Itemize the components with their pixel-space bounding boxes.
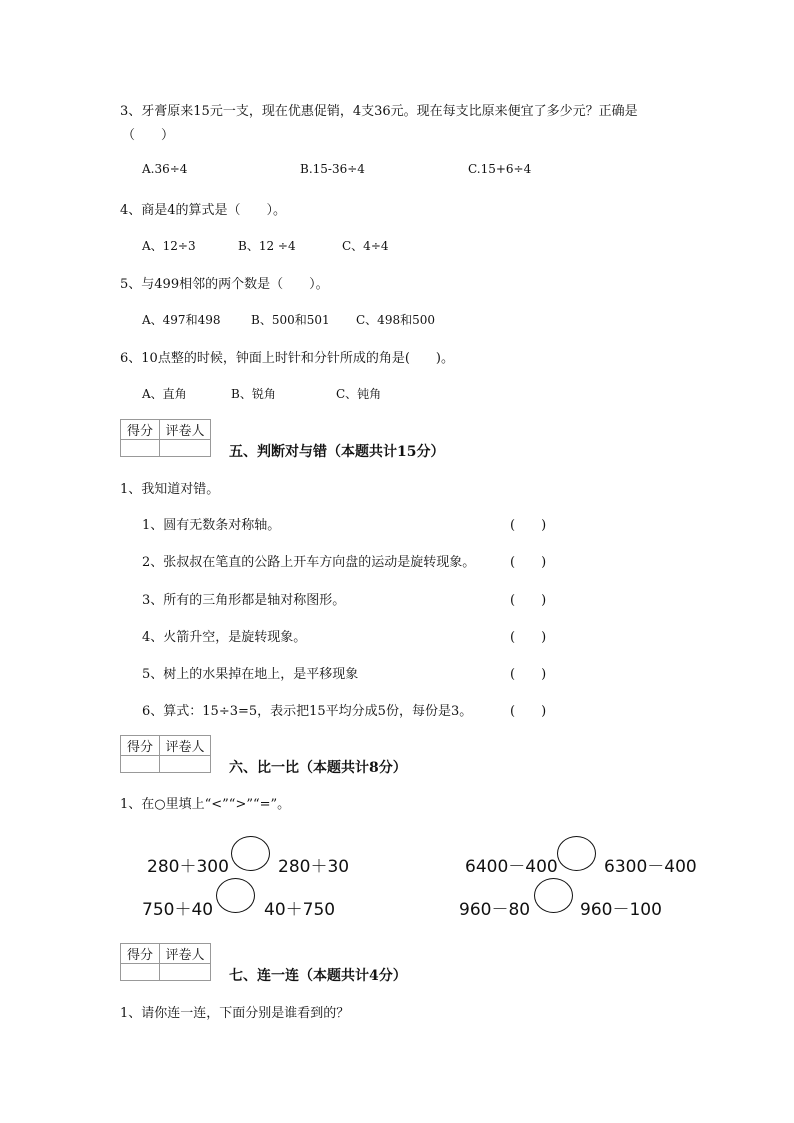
question-6-option-b: B、锐角 [231, 387, 276, 401]
section-6-title: 六、比一比（本题共计8分） [229, 760, 407, 776]
score-label: 得分 [121, 420, 160, 440]
compare-3-circle[interactable] [216, 878, 255, 913]
score-box-section-7 [120, 943, 211, 981]
judge-item-6: 6、算式：15÷3=5，表示把15平均分成5份，每份是3。 [142, 704, 473, 719]
question-4-option-b: B、12 ÷4 [238, 239, 296, 253]
question-3-option-b: B.15-36÷4 [300, 162, 365, 176]
question-5-option-c: C、498和500 [356, 313, 435, 327]
compare-2-left: 6400－400 [465, 857, 558, 877]
judge-item-1-bracket[interactable]: ( ) [510, 518, 547, 533]
grader-label: 评卷人 [160, 944, 211, 964]
section-5-title: 五、判断对与错（本题共计15分） [229, 444, 445, 460]
question-5-option-a: A、497和498 [142, 313, 221, 327]
judge-item-2: 2、张叔叔在笔直的公路上开车方向盘的运动是旋转现象。 [142, 555, 476, 570]
compare-4-circle[interactable] [534, 878, 573, 913]
score-box-section-5 [120, 419, 211, 457]
question-6-option-c: C、钝角 [336, 387, 382, 401]
compare-2-circle[interactable] [557, 836, 596, 871]
compare-2-right: 6300－400 [604, 857, 697, 877]
section-5-intro: 1、我知道对错。 [120, 482, 220, 497]
compare-4-right: 960－100 [580, 900, 662, 920]
score-cell[interactable] [121, 440, 160, 457]
compare-4-left: 960－80 [459, 900, 531, 920]
grader-label: 评卷人 [160, 736, 211, 756]
judge-item-6-bracket[interactable]: ( ) [510, 704, 547, 719]
score-label: 得分 [121, 944, 160, 964]
question-5-option-b: B、500和501 [251, 313, 330, 327]
section-6-intro: 1、在○里填上“<”“>”“=”。 [120, 797, 291, 812]
question-6-option-a: A、直角 [142, 387, 187, 401]
section-7-title: 七、连一连（本题共计4分） [229, 968, 407, 984]
judge-item-2-bracket[interactable]: ( ) [510, 555, 547, 570]
compare-3-right: 40＋750 [264, 900, 336, 920]
score-cell[interactable] [121, 964, 160, 981]
question-3-blank: （ ） [122, 128, 175, 143]
grader-label: 评卷人 [160, 420, 211, 440]
compare-1-left: 280＋300 [147, 857, 229, 877]
judge-item-4-bracket[interactable]: ( ) [510, 630, 547, 645]
judge-item-3-bracket[interactable]: ( ) [510, 593, 547, 608]
compare-1-right: 280＋30 [278, 857, 350, 877]
score-label: 得分 [121, 736, 160, 756]
grader-cell[interactable] [160, 756, 211, 773]
question-3-option-a: A.36÷4 [142, 162, 188, 176]
judge-item-5: 5、树上的水果掉在地上，是平移现象 [142, 667, 359, 682]
compare-3-left: 750＋40 [142, 900, 214, 920]
grader-cell[interactable] [160, 440, 211, 457]
question-3-text: 3、牙膏原来15元一支，现在优惠促销，4支36元。现在每支比原来便宜了多少元？正确是 [120, 104, 638, 119]
judge-item-3: 3、所有的三角形都是轴对称图形。 [142, 593, 346, 608]
judge-item-5-bracket[interactable]: ( ) [510, 667, 547, 682]
judge-item-4: 4、火箭升空，是旋转现象。 [142, 630, 307, 645]
grader-cell[interactable] [160, 964, 211, 981]
question-4-option-a: A、12÷3 [142, 239, 196, 253]
question-6-text: 6、10点整的时候，钟面上时针和分针所成的角是( )。 [120, 351, 454, 366]
question-4-option-c: C、4÷4 [342, 239, 389, 253]
judge-item-1: 1、圆有无数条对称轴。 [142, 518, 281, 533]
compare-1-circle[interactable] [231, 836, 270, 871]
score-box-section-6 [120, 735, 211, 773]
section-7-intro: 1、请你连一连，下面分别是谁看到的？ [120, 1006, 350, 1021]
score-cell[interactable] [121, 756, 160, 773]
question-3-option-c: C.15+6÷4 [468, 162, 532, 176]
question-5-text: 5、与499相邻的两个数是（ ）。 [120, 277, 329, 292]
question-4-text: 4、商是4的算式是（ ）。 [120, 203, 287, 218]
